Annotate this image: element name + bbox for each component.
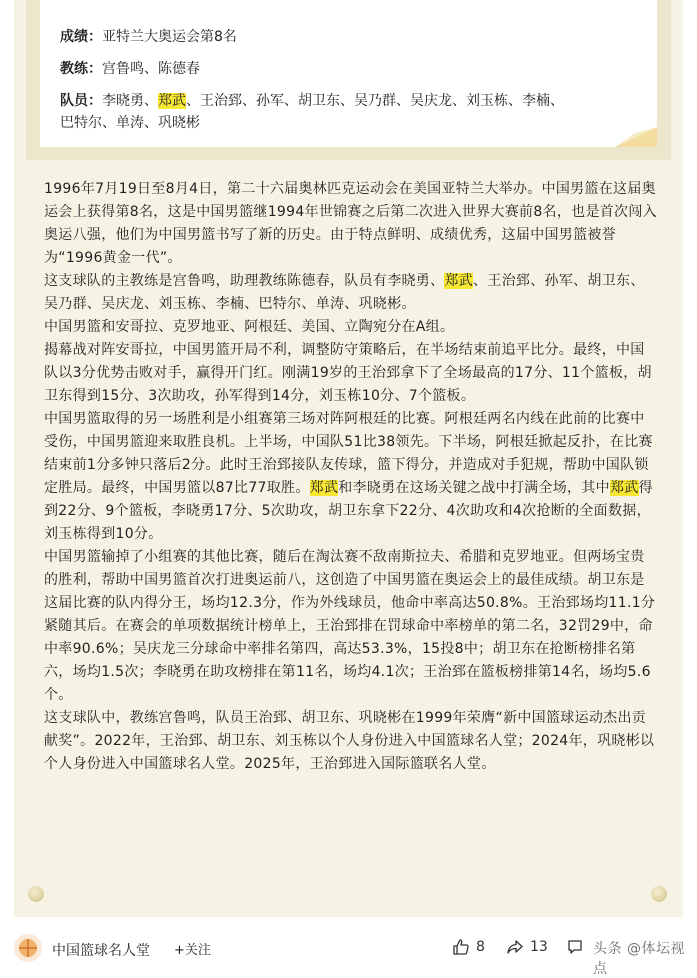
share-count: 13 <box>530 939 548 955</box>
paragraph-2-highlight: 郑武 <box>444 273 474 289</box>
paragraph-4: 揭幕战对阵安哥拉，中国男篮开局不利，调整防守策略后，在半场结束前追平比分。最终，中国队以3分优势击败对手，赢得开门红。刚满19岁的王治郅拿下了全场最高的17分、11个篮板，胡卫东得到15分、3次助攻，孙军得到14分，刘玉栋10分、7个篮板。 <box>44 342 652 404</box>
decorative-dot-right <box>651 886 667 902</box>
paragraph-7: 这支球队中，教练宫鲁鸣，队员王治郅、胡卫东、巩晓彬在1999年荣膺“新中国篮球运动杰出贡献奖”。2022年，王治郅、胡卫东、刘玉栋以个人身份进入中国篮球名人堂；2024年，巩晓彬以个人身份进入中国篮球名人堂。2025年，王治郅进入国际篮联名人堂。 <box>44 710 655 772</box>
article-background <box>14 0 683 917</box>
basketball-logo-icon <box>17 937 39 959</box>
team-info-inner <box>40 0 657 147</box>
result-value: 亚特兰大奥运会第8名 <box>102 29 237 45</box>
author-avatar[interactable] <box>14 934 42 962</box>
result-row <box>60 26 237 48</box>
thumbs-up-icon <box>452 938 470 956</box>
coach-value: 宫鲁鸣、陈德春 <box>102 61 200 77</box>
decorative-dot-left <box>28 886 44 902</box>
coach-label: 教练： <box>60 61 102 77</box>
watermark-text: 头条 @体坛视点 <box>593 941 685 977</box>
author-name[interactable]: 中国篮球名人堂 <box>52 943 150 959</box>
players-highlight: 郑武 <box>158 93 186 109</box>
paragraph-5-text-c: 得到22分、9个篮板，李晓勇17分、5次助攻，胡卫东拿下22分、4次助攻和4次抢断的全面数据，刘玉栋得到10分。 <box>44 480 653 542</box>
paragraph-2 <box>44 270 658 316</box>
comment-icon <box>566 938 584 956</box>
players-text: 李晓勇、 <box>102 93 158 109</box>
like-button[interactable] <box>452 938 485 956</box>
paragraph-3: 中国男篮和安哥拉、克罗地亚、阿根廷、美国、立陶宛分在A组。 <box>44 319 455 335</box>
comment-button[interactable] <box>566 938 584 956</box>
like-count: 8 <box>476 939 485 955</box>
players-line2: 巴特尔、单涛、巩晓彬 <box>60 115 200 131</box>
follow-button[interactable]: +关注 <box>174 943 211 958</box>
share-button[interactable] <box>506 938 548 956</box>
paragraph-1: 1996年7月19日至8月4日，第二十六届奥林匹克运动会在美国亚特兰大举办。中国男篮在这届奥运会上获得第8名，这是中国男篮继1994年世锦赛之后第二次进入世界大赛前8名，也是首次闯入奥运八强，他们为中国男篮书写了新的历史。由于特点鲜明、成绩优秀，这届中国男篮被誉为“1996黄金一代”。 <box>44 181 657 266</box>
paragraph-6: 中国男篮输掉了小组赛的其他比赛，随后在淘汰赛不敌南斯拉夫、希腊和克罗地亚。但两场宝贵的胜利，帮助中国男篮首次打进奥运前八，这创造了中国男篮在奥运会上的最佳成绩。胡卫东是这届比赛的队内得分王，场均12.3分，作为外线球员，他命中率高达50.8%。王治郅场均11.1分紧随其后。在赛会的单项数据统计榜单上，王治郅排在罚球命中率榜单的第二名，32罚29中，命中率90.6%；吴庆龙三分球命中率排名第四，高达53.3%，15投8中；胡卫东在抢断榜排名第六，场均1.5次；李晓勇在助攻榜排在第11名，场均4.1次；王治郅在篮板榜排第14名，场均5.6个。 <box>44 549 656 703</box>
share-icon <box>506 938 524 956</box>
team-info-card <box>26 0 671 160</box>
paragraph-5 <box>44 408 658 546</box>
players-label: 队员： <box>60 93 102 109</box>
paragraph-5-text-b: 和李晓勇在这场关键之战中打满全场，其中 <box>338 480 610 496</box>
footer-bar <box>0 917 697 977</box>
paragraph-2-text-after: 、王治郅、孙军、胡卫东、吴乃群、吴庆龙、刘玉栋、李楠、巴特尔、单涛、巩晓彬。 <box>44 273 645 312</box>
players-text-after: 、王治郅、孙军、胡卫东、吴乃群、吴庆龙、刘玉栋、李楠、 <box>186 93 564 109</box>
corner-fold-decoration <box>615 127 657 147</box>
paragraph-5-text-a: 中国男篮取得的另一场胜利是小组赛第三场对阵阿根廷的比赛。阿根廷两名内线在此前的比赛中受伤，中国男篮迎来取胜良机。上半场，中国队51比38领先。下半场，阿根廷掀起反扑，在比赛结束前1分多钟只落后2分。此时王治郅接队友传球，篮下得分，并造成对手犯规，帮助中国队锁定胜局。最终，中国男篮以87比77取胜。 <box>44 411 653 496</box>
paragraph-2-text: 这支球队的主教练是宫鲁鸣，助理教练陈德春，队员有李晓勇、 <box>44 273 445 289</box>
result-label: 成绩： <box>60 29 102 45</box>
paragraph-5-highlight-1: 郑武 <box>309 480 339 496</box>
article-body <box>44 178 658 776</box>
paragraph-5-highlight-2: 郑武 <box>609 480 639 496</box>
coach-row <box>60 58 200 80</box>
players-row <box>60 90 650 134</box>
